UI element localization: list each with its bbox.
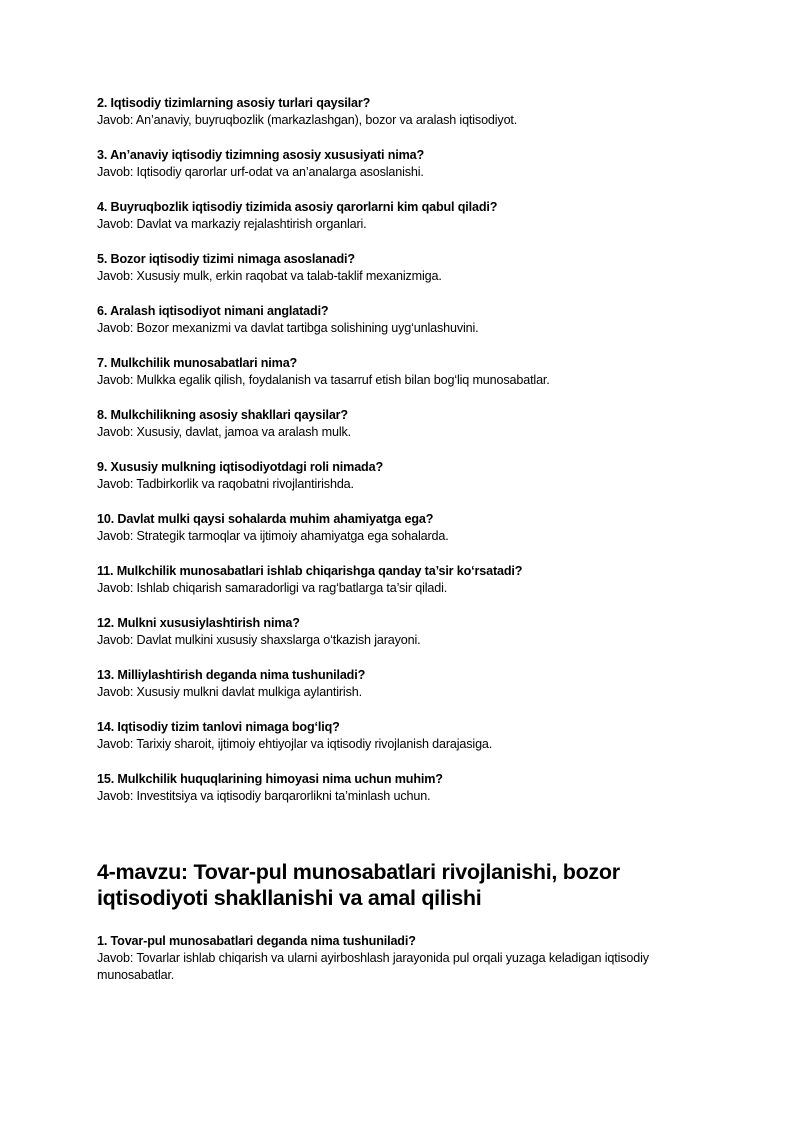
answer: Javob: Mulkka egalik qilish, foydalanish va tasarruf etish bilan bog‘liq munosabatlar. — [97, 373, 550, 387]
question: 2. Iqtisodiy tizimlarning asosiy turlari qaysilar? — [97, 96, 371, 110]
question: 3. An’anaviy iqtisodiy tizimning asosiy xususiyati nima? — [97, 148, 425, 162]
question: 15. Mulkchilik huquqlarining himoyasi nima uchun muhim? — [97, 772, 443, 786]
question: 1. Tovar-pul munosabatlari deganda nima tushuniladi? — [97, 934, 416, 948]
question: 7. Mulkchilik munosabatlari nima? — [97, 356, 298, 370]
qa-item — [97, 303, 717, 337]
answer: Javob: Xususiy mulkni davlat mulkiga aylantirish. — [97, 685, 362, 699]
qa-item — [97, 199, 717, 233]
question: 6. Aralash iqtisodiyot nimani anglatadi? — [97, 304, 329, 318]
question: 12. Mulkni xususiylashtirish nima? — [97, 616, 300, 630]
section-heading: 4-mavzu: Tovar-pul munosabatlari rivojlanishi, bozor iqtisodiyoti shakllanishi va amal qilishi — [97, 860, 620, 910]
qa-item — [97, 615, 717, 649]
answer: Javob: Bozor mexanizmi va davlat tartibga solishining uyg‘unlashuvini. — [97, 321, 479, 335]
question: 5. Bozor iqtisodiy tizimi nimaga asoslanadi? — [97, 252, 355, 266]
answer: Javob: Ishlab chiqarish samaradorligi va rag‘batlarga ta’sir qiladi. — [97, 581, 448, 595]
answer: Javob: Xususiy, davlat, jamoa va aralash mulk. — [97, 425, 351, 439]
qa-item — [97, 771, 717, 805]
question: 9. Xususiy mulkning iqtisodiyotdagi roli nimada? — [97, 460, 383, 474]
question: 10. Davlat mulki qaysi sohalarda muhim ahamiyatga ega? — [97, 512, 434, 526]
answer: Javob: Davlat va markaziy rejalashtirish organlari. — [97, 217, 367, 231]
qa-list-2 — [97, 933, 717, 984]
document-page — [97, 95, 717, 1002]
question: 11. Mulkchilik munosabatlari ishlab chiqarishga qanday ta’sir ko‘rsatadi? — [97, 564, 523, 578]
qa-list-1 — [97, 95, 717, 805]
qa-item — [97, 459, 717, 493]
qa-item — [97, 251, 717, 285]
answer: Javob: Tarixiy sharoit, ijtimoiy ehtiyojlar va iqtisodiy rivojlanish darajasiga. — [97, 737, 493, 751]
question: 8. Mulkchilikning asosiy shakllari qaysilar? — [97, 408, 348, 422]
answer: Javob: Xususiy mulk, erkin raqobat va talab-taklif mexanizmiga. — [97, 269, 442, 283]
question: 13. Milliylashtirish deganda nima tushuniladi? — [97, 668, 366, 682]
qa-item — [97, 667, 717, 701]
question: 14. Iqtisodiy tizim tanlovi nimaga bog‘liq? — [97, 720, 340, 734]
answer: Javob: Strategik tarmoqlar va ijtimoiy ahamiyatga ega sohalarda. — [97, 529, 449, 543]
qa-item — [97, 355, 717, 389]
qa-item — [97, 95, 717, 129]
question: 4. Buyruqbozlik iqtisodiy tizimida asosiy qarorlarni kim qabul qiladi? — [97, 200, 498, 214]
answer: Javob: Tovarlar ishlab chiqarish va ularni ayirboshlash jarayonida pul orqali yuzaga keladigan iqtisodiy munosabatlar. — [97, 951, 649, 982]
qa-item — [97, 933, 717, 984]
qa-item — [97, 407, 717, 441]
answer: Javob: Investitsiya va iqtisodiy barqarorlikni ta’minlash uchun. — [97, 789, 431, 803]
answer: Javob: Davlat mulkini xususiy shaxslarga o‘tkazish jarayoni. — [97, 633, 421, 647]
answer: Javob: Tadbirkorlik va raqobatni rivojlantirishda. — [97, 477, 354, 491]
qa-item — [97, 719, 717, 753]
answer: Javob: Iqtisodiy qarorlar urf-odat va an’analarga asoslanishi. — [97, 165, 424, 179]
qa-item — [97, 563, 717, 597]
qa-item — [97, 511, 717, 545]
qa-item — [97, 147, 717, 181]
answer: Javob: An’anaviy, buyruqbozlik (markazlashgan), bozor va aralash iqtisodiyot. — [97, 113, 518, 127]
